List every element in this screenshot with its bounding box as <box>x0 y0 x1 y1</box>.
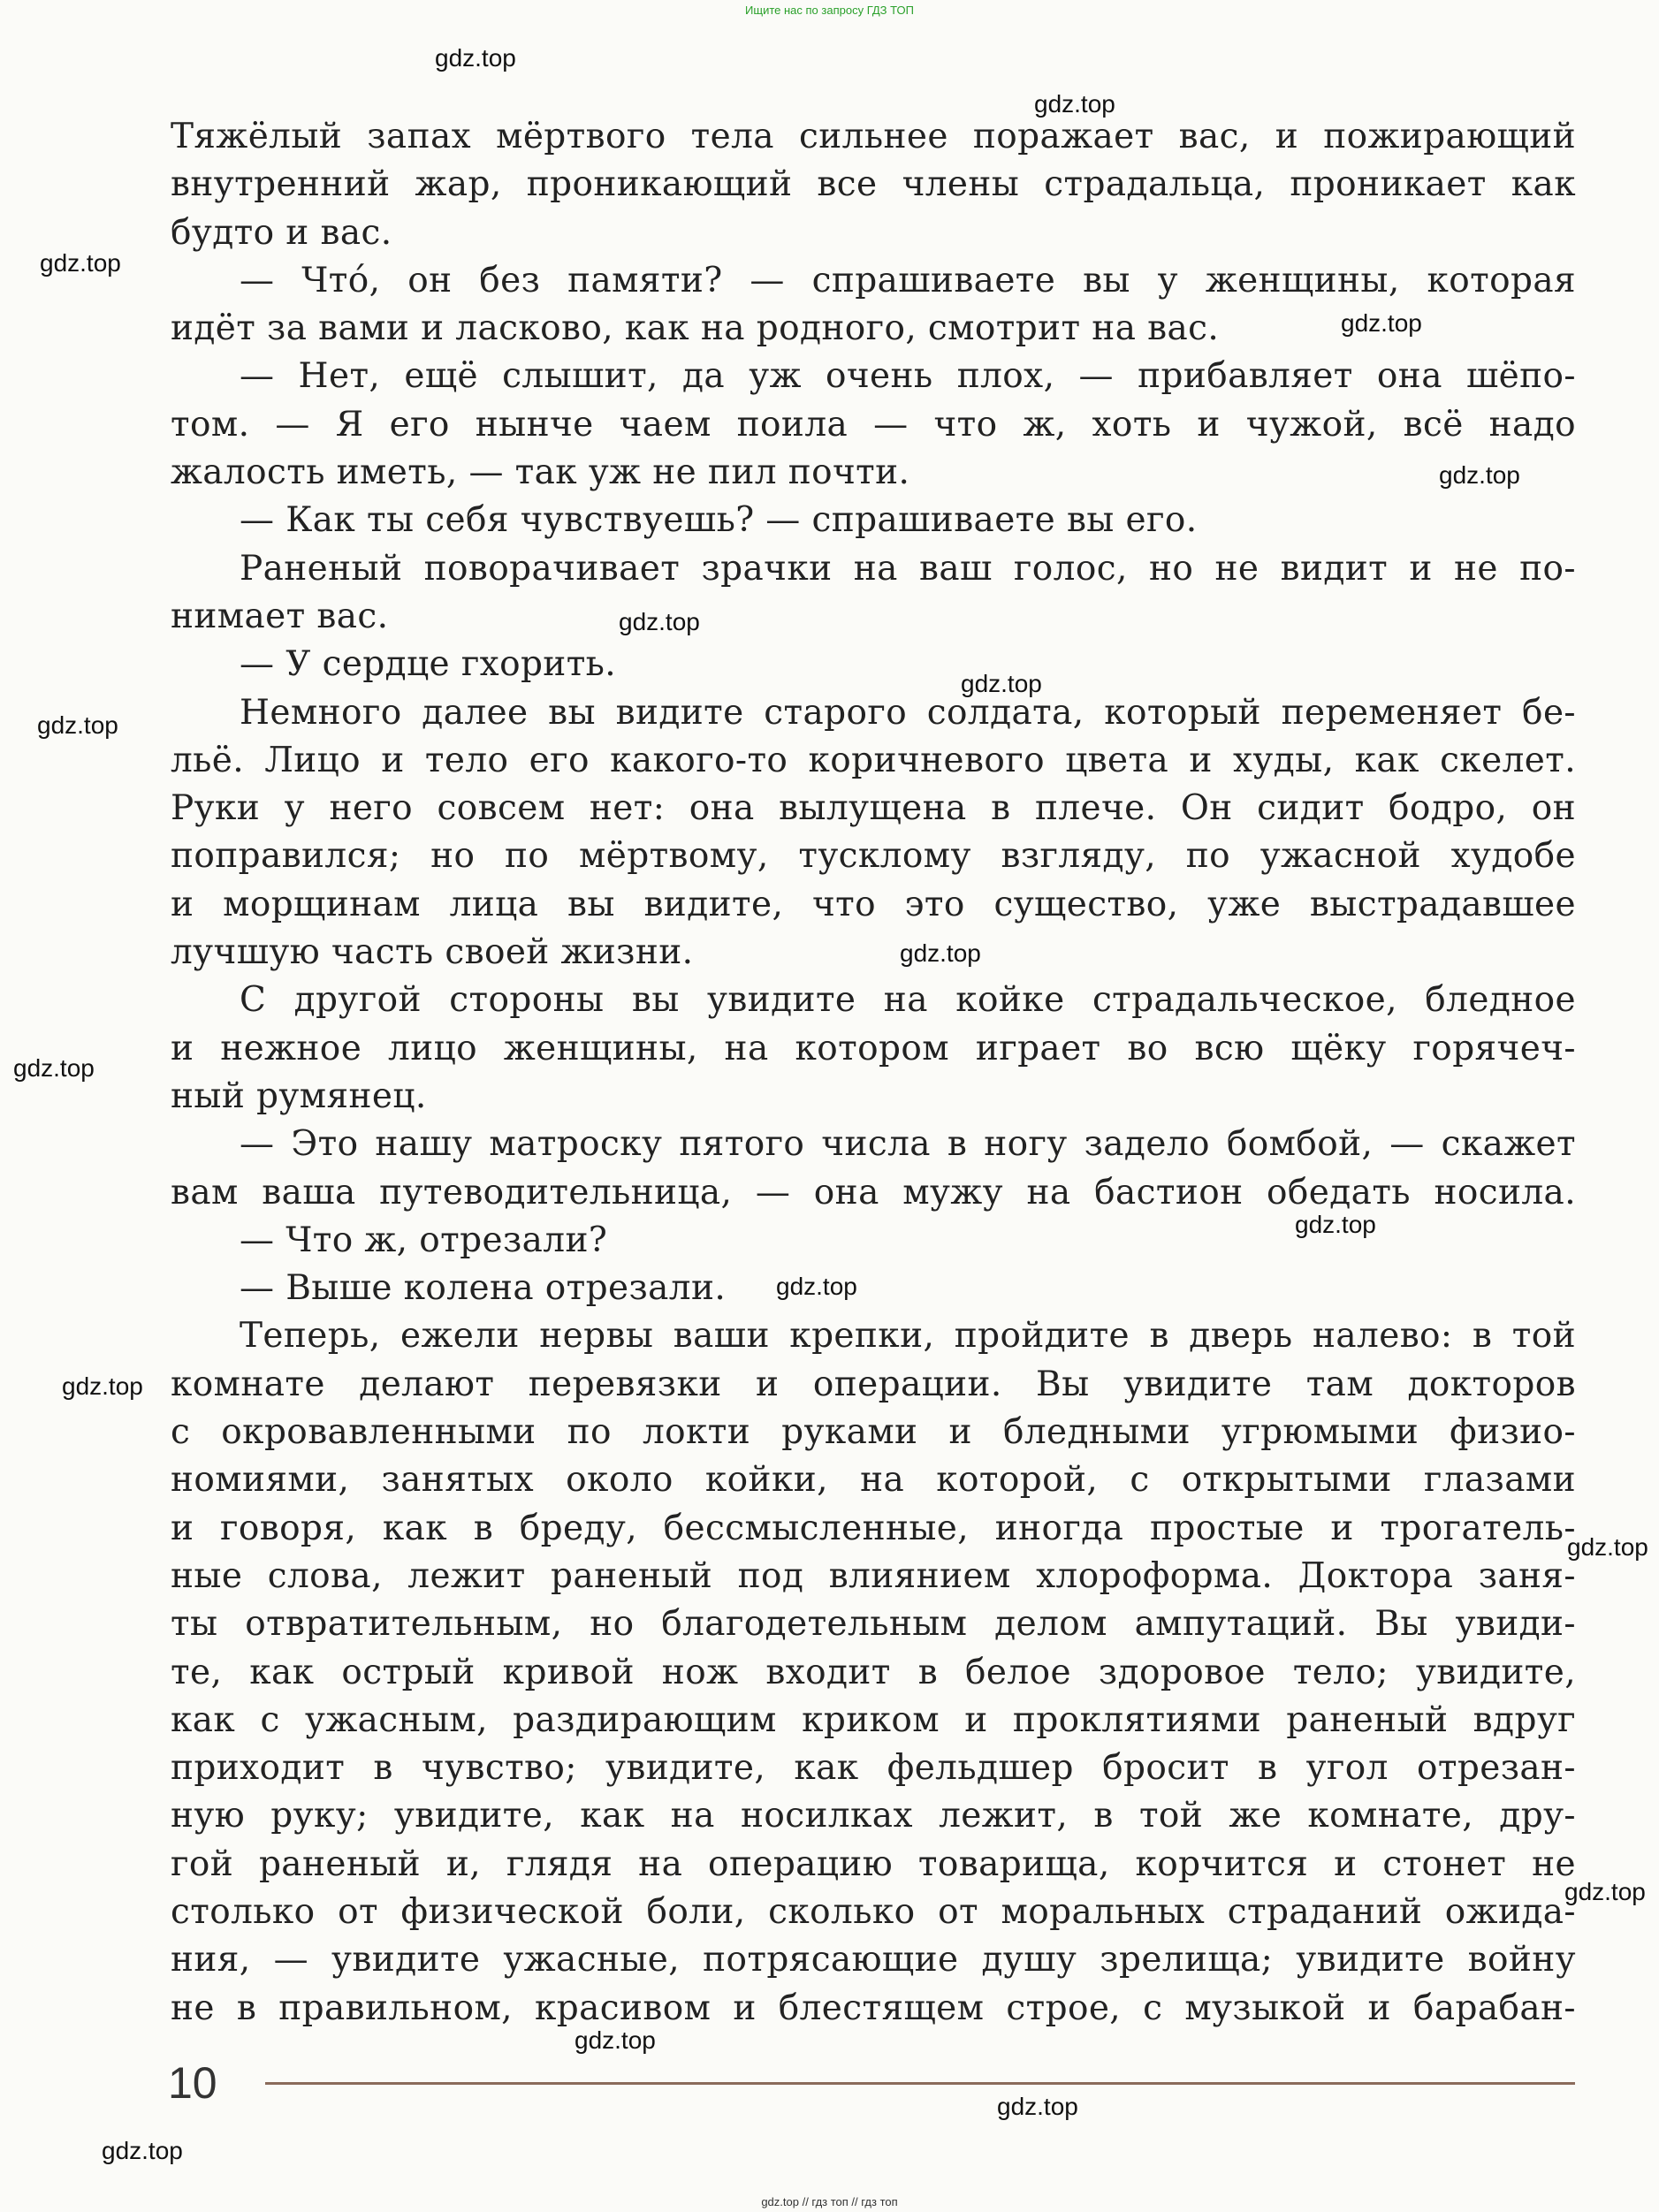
watermark: gdz.top <box>1341 309 1422 337</box>
text-line: — Это нашу матроску пятого числа в ногу задело бомбой, — скажет <box>240 1124 1576 1165</box>
text-line: ные слова, лежит раненый под влиянием хлороформа. Доктора заня- <box>171 1555 1576 1596</box>
text-line: — У сердце гхорить. <box>240 644 617 685</box>
text-line: Раненый поворачивает зрачки на ваш голос, но не видит и не по- <box>240 548 1576 589</box>
text-line: Тяжёлый запах мёртвого тела сильнее поражает вас, и пожирающий <box>171 117 1576 156</box>
bottom-banner: gdz.top // гдз топ // гдз топ <box>761 2195 898 2208</box>
text-line: ную руку; увидите, как на носилках лежит, в той же комнате, дру- <box>171 1796 1576 1836</box>
text-line: том. — Я его нынче чаем поила — что ж, хоть и чужой, всё надо <box>171 404 1576 445</box>
watermark: gdz.top <box>575 2026 656 2054</box>
text-line: — Что ж, отрезали? <box>240 1220 608 1260</box>
text-line: и говоря, как в бреду, бессмысленные, иногда простые и трогатель- <box>171 1508 1576 1548</box>
watermark: gdz.top <box>13 1054 95 1082</box>
watermark: gdz.top <box>1564 1878 1646 1905</box>
watermark: gdz.top <box>1295 1211 1376 1238</box>
watermark: gdz.top <box>1439 461 1520 489</box>
text-line: льё. Лицо и тело его какого-то коричневого цвета и худы, как скелет. <box>171 740 1576 780</box>
text-line: ния, — увидите ужасные, потрясающие душу зрелища; увидите войну <box>171 1940 1576 1980</box>
watermark: gdz.top <box>1034 90 1115 118</box>
top-banner: Ищите нас по запросу ГДЗ ТОП <box>745 4 914 17</box>
text-line: лучшую часть своей жизни. <box>171 932 694 973</box>
watermark: gdz.top <box>997 2093 1078 2120</box>
text-line: — Выше колена отрезали. <box>240 1268 727 1309</box>
footer-rule <box>265 2082 1575 2085</box>
watermark: gdz.top <box>619 608 700 635</box>
text-line: не в правильном, красивом и блестящем строе, с музыкой и барабан- <box>171 1988 1576 2028</box>
watermark: gdz.top <box>435 44 516 72</box>
text-line: номиями, занятых около койки, на которой, с открытыми глазами <box>171 1460 1576 1501</box>
text-line: ты отвратительным, но благодетельным делом ампутаций. Вы увиди- <box>171 1604 1576 1645</box>
page-number: 10 <box>168 2058 217 2108</box>
text-line: и морщинам лица вы видите, что это существо, уже выстрадавшее <box>171 884 1576 924</box>
text-line: будто и вас. <box>171 212 392 253</box>
text-line: Руки у него совсем нет: она вылущена в плече. Он сидит бодро, он <box>171 788 1576 829</box>
text-line: жалость иметь, — так уж не пил почти. <box>171 452 910 493</box>
text-line: Немного далее вы видите старого солдата, который переменяет бе- <box>240 692 1576 733</box>
text-line: — Нет, ещё слышит, да уж очень плох, — прибавляет она шёпо- <box>240 356 1576 397</box>
text-line: как с ужасным, раздирающим криком и проклятиями раненый вдруг <box>171 1699 1576 1740</box>
watermark: gdz.top <box>900 939 981 967</box>
watermark: gdz.top <box>37 711 118 739</box>
text-line: приходит в чувство; увидите, как фельдшер бросит в угол отрезан- <box>171 1748 1576 1789</box>
text-line: вам ваша путеводительница, — она мужу на бастион обедать носила. <box>171 1172 1576 1212</box>
text-line: — Что́, он без памяти? — спрашиваете вы у женщины, которая <box>240 260 1576 300</box>
text-line: идёт за вами и ласково, как на родного, смотрит на вас. <box>171 308 1220 349</box>
text-line: столько от физической боли, сколько от моральных страданий ожида- <box>171 1891 1576 1932</box>
watermark: gdz.top <box>961 670 1042 697</box>
text-line: комнате делают перевязки и операции. Вы увидите там докторов <box>171 1364 1576 1404</box>
text-line: и нежное лицо женщины, на котором играет во всю щёку горячеч- <box>171 1028 1576 1068</box>
text-line: поправился; но по мёртвому, тусклому взгляду, по ужасной худобе <box>171 836 1576 877</box>
text-line: с окровавленными по локти руками и бледными угрюмыми физио- <box>171 1412 1576 1453</box>
text-line: С другой стороны вы увидите на койке страдальческое, бледное <box>240 980 1576 1021</box>
watermark: gdz.top <box>1567 1533 1648 1561</box>
watermark: gdz.top <box>776 1273 857 1300</box>
text-line: ный румянец. <box>171 1076 427 1116</box>
watermark: gdz.top <box>62 1372 143 1400</box>
text-line: нимает вас. <box>171 596 389 636</box>
text-line: — Как ты себя чувствуешь? — спрашиваете вы его. <box>240 500 1198 541</box>
text-line: Теперь, ежели нервы ваши крепки, пройдите в дверь налево: в той <box>240 1316 1576 1357</box>
watermark: gdz.top <box>40 249 121 277</box>
page-text <box>171 113 1576 2033</box>
text-line: внутренний жар, проникающий все члены страдальца, проникает как <box>171 164 1576 205</box>
text-line: те, как острый кривой нож входит в белое здоровое тело; увидите, <box>171 1652 1576 1692</box>
watermark: gdz.top <box>102 2137 183 2164</box>
text-line: гой раненый и, глядя на операцию товарища, корчится и стонет не <box>171 1843 1576 1884</box>
